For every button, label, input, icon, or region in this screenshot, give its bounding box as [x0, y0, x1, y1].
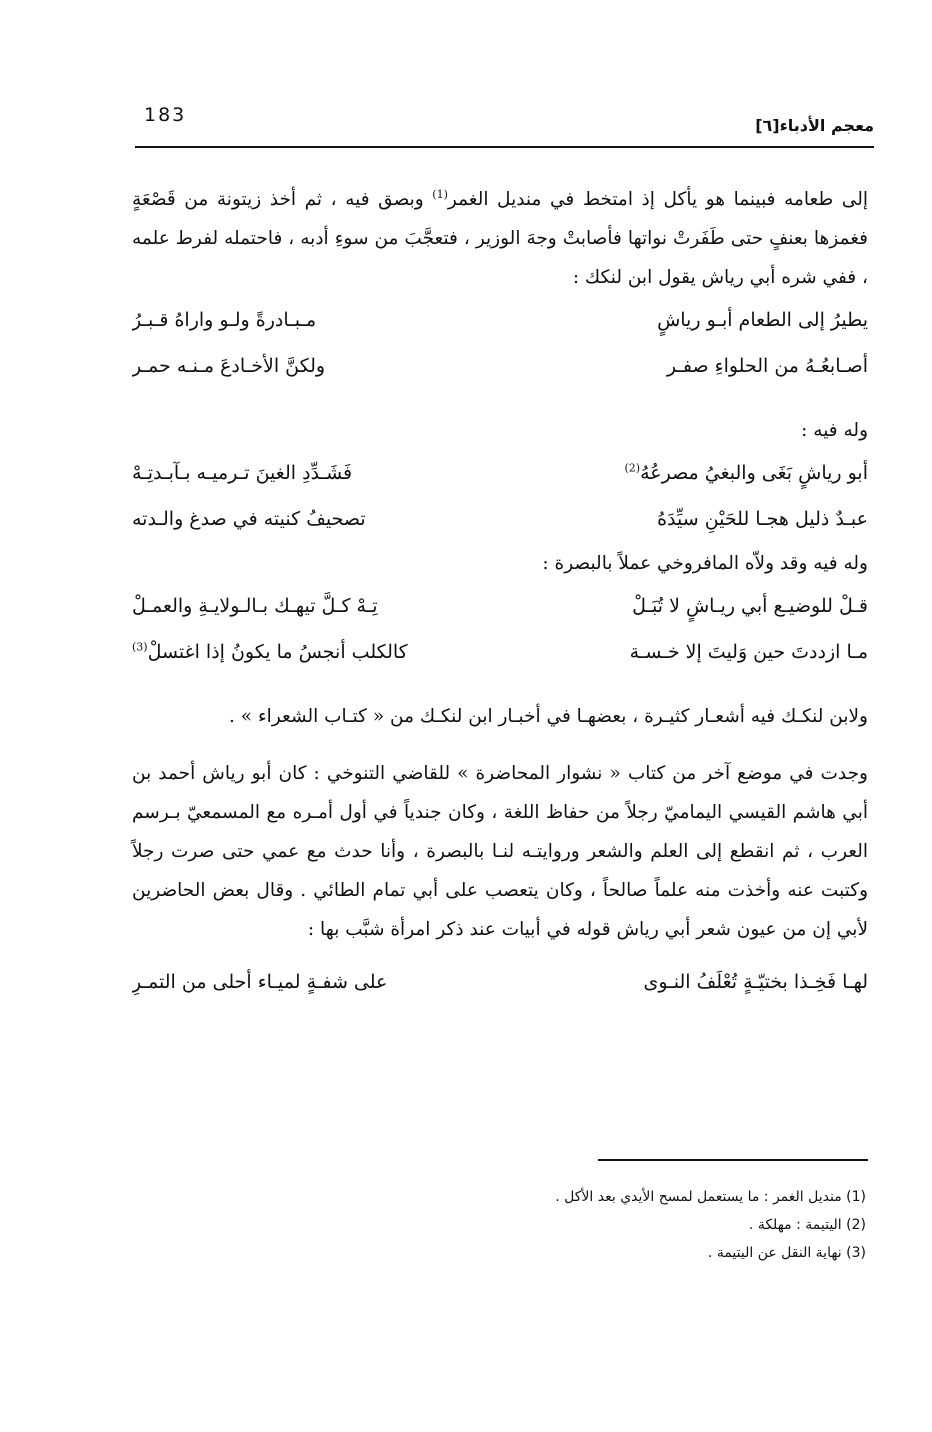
verse-line [132, 583, 868, 629]
verse-hemistich-first [529, 454, 868, 493]
verse-intro-2: وله فيه : [801, 420, 868, 441]
footnote-3: (3) نهاية النقل عن اليتيمة . [707, 1245, 866, 1261]
footnote-separator [598, 1159, 868, 1161]
footnote-ref-2: (2) [624, 461, 641, 475]
verse-hemistich-first: يطيرُ إلى الطعام أبـو رياشٍ [657, 308, 868, 331]
verse-hemistich-second [132, 633, 471, 672]
header-rule [135, 146, 874, 148]
footnote-1: (1) منديل الغمر : ما يستعمل لمسح الأيدي بعد الأكل . [555, 1189, 866, 1205]
verse-hemistich-second: على شفـةٍ لميـاء أحلى من التمـرِ [132, 970, 388, 993]
verse-hemistich-second: فَشَـدِّدِ الغينَ تـرميـه بـآبـدتِـهْ [132, 461, 353, 484]
running-title: معجم الأدباء[٦] [755, 116, 874, 135]
verse-block-4 [132, 959, 868, 1005]
page-number: 183 [144, 104, 187, 126]
paragraph-1-part-a: إلى طعامه فبينما هو يأكل إذ امتخط في منديل الغمر [447, 189, 868, 210]
verse-line [132, 450, 868, 496]
paragraph-2: ولابن لنكـك فيه أشعـار كثيـرة ، بعضهـا في أخبـار ابن لنكـك من « كتـاب الشعراء » . [229, 706, 868, 727]
verse-hemistich-second: تِـهْ كـلَّ تيهـك بـالـولايـةِ والعمـلْ [132, 594, 378, 617]
verse-hemistich-first: مـا ازددتَ حين وَليتَ إلا خـسـة [629, 640, 868, 663]
verse-line [132, 629, 868, 675]
verse-hemistich-first: عبـدٌ ذليل هجـا للحَيْنِ سيِّدَهُ [657, 507, 868, 530]
verse-line [132, 297, 868, 343]
verse-block-2 [132, 450, 868, 542]
footnotes [132, 1183, 866, 1267]
verse-line [132, 496, 868, 542]
paragraph-1-part-b: وبصق فيه ، ثم أخذ زيتونة من قَصْعَةٍ فغمزها بعنفٍ حتى طَفَرتْ نواتها فأصابتْ وجهَ الوزير ، فتعجَّبَ من سوءِ أدبه ، فاحتمله لفرط علمه ، ففي شره أبي رياش يقول ابن لنكك : [132, 189, 868, 288]
verse-hemistich-first: قـلْ للوضيـع أبي ريـاشٍ لا تُبَـلْ [632, 594, 868, 617]
verse-hemistich-first: لهـا فَخِـذا بختيّـةٍ تُعْلَفُ النـوى [643, 970, 868, 993]
verse-text: أبو رياشٍ بَغَى والبغيُ مصرعُهُ [640, 461, 868, 484]
verse-block-1 [132, 297, 868, 389]
page-header [132, 104, 874, 144]
verse-block-3 [132, 583, 868, 675]
verse-intro-3: وله فيه وقد ولاّه المافروخي عملاً بالبصرة : [542, 553, 868, 574]
paragraph-1 [132, 180, 868, 297]
verse-hemistich-second: تصحيفُ كنيته في صدغ والـدته [132, 507, 366, 530]
verse-text: كالكلب أنجسُ ما يكونُ إذا اغتسلْ [147, 640, 408, 663]
verse-line [132, 343, 868, 389]
verse-hemistich-second: مـبـادرةً ولـو واراهُ قـبـرُ [132, 308, 317, 331]
verse-line [132, 959, 868, 1005]
verse-hemistich-first: أصـابعُـهُ من الحلواءِ صفـر [666, 354, 868, 377]
verse-hemistich-second: ولكنَّ الأخـادعَ مـنـه حمـر [132, 354, 326, 377]
footnote-2: (2) اليتيمة : مهلكة . [748, 1217, 866, 1233]
main-text [132, 180, 868, 1182]
footnote-ref-1: (1) [432, 187, 448, 201]
paragraph-3: وجدت في موضع آخر من كتاب « نشوار المحاضرة » للقاضي التنوخي : كان أبو رياش أحمد بن أبي هاشم القيسي اليماميّ رجلاً من حفاظ اللغة ، وكان جندياً في أول أمـره مع المسمعيّ بـرسم العرب ، ثم انقطع إلى العلم والشعر وروايتـه لنـا بالبصرة ، وأنا حدث مع عمي حتى صرت رجلاً وكتبت عنه وأخذت منه علماً صالحاً ، وكان يتعصب على أبي تمام الطائي . وقال بعض الحاضرين لأبي إن من عيون شعر أبي رياش قوله في أبيات عند ذكر امرأة شبَّب بها : [132, 763, 868, 940]
footnote-ref-3: (3) [132, 640, 148, 654]
